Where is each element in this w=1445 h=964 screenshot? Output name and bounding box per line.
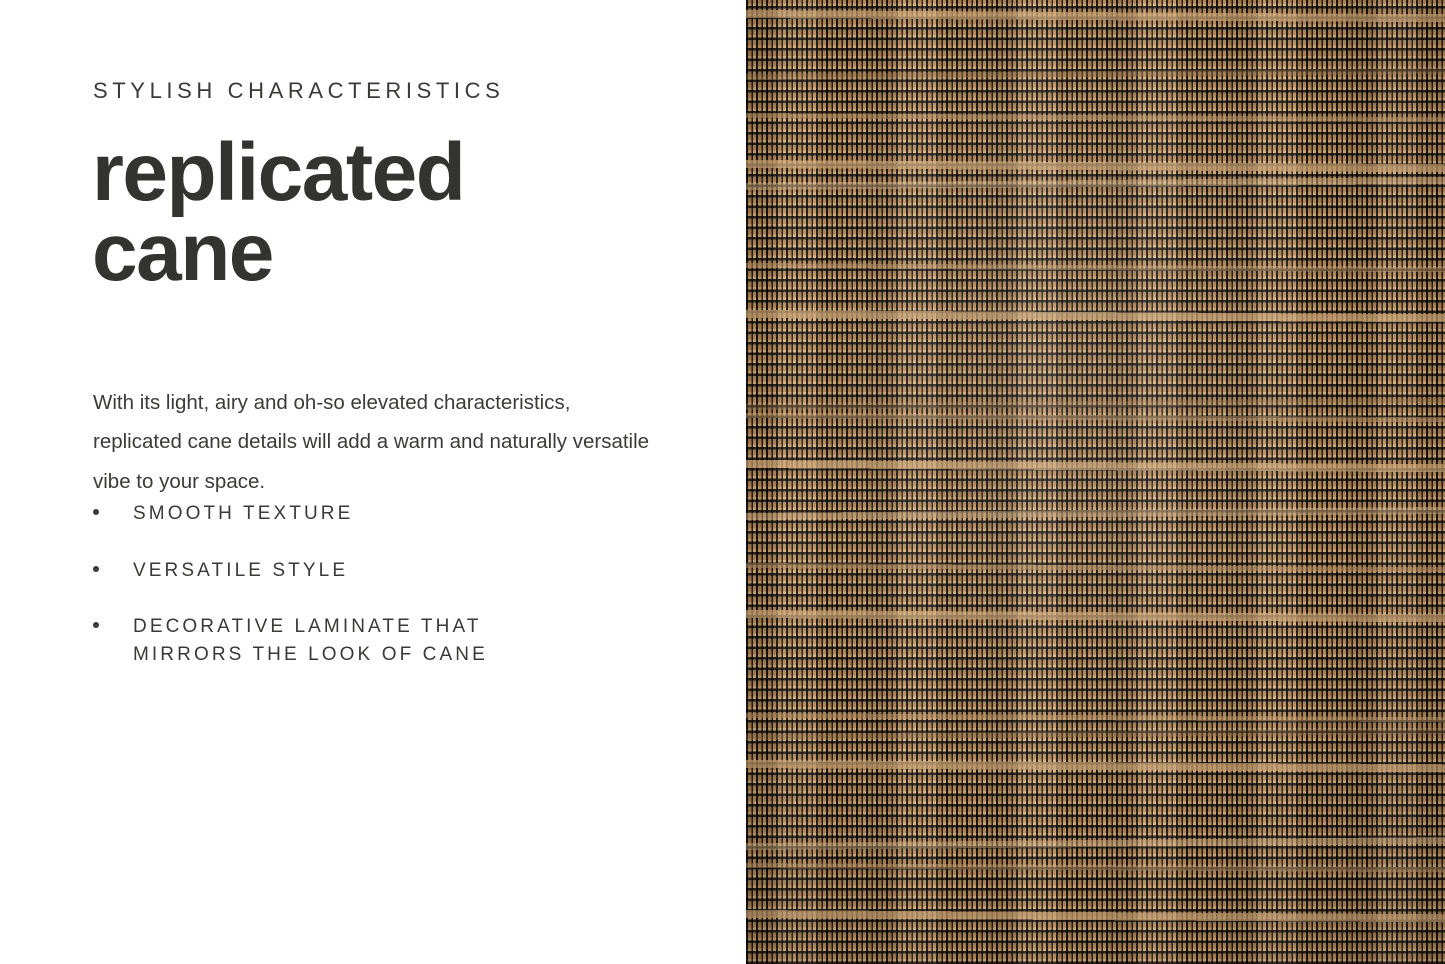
list-item-label: SMOOTH TEXTURE	[133, 503, 354, 524]
weave-texture	[746, 0, 1445, 964]
list-item-label: VERSATILE STYLE	[133, 559, 349, 581]
list-item-label-line-2: MIRRORS THE LOOK OF CANE	[133, 643, 488, 665]
bullet-dot-icon	[93, 566, 99, 572]
body-paragraph: With its light, airy and oh-so elevated characteristics, replicated cane details will add a warm and naturally versatile vibe to your space.	[93, 390, 650, 494]
bullet-dot-icon	[93, 622, 99, 628]
bullet-dot-icon	[93, 509, 99, 515]
headline-line-1: replicated	[92, 127, 465, 218]
list-item	[93, 557, 693, 585]
headline-line-2: cane	[92, 207, 273, 299]
vignette-overlay	[746, 0, 1445, 964]
eyebrow-label: STYLISH CHARACTERISTICS	[93, 78, 505, 103]
list-item	[93, 613, 693, 668]
feature-list	[93, 500, 693, 668]
list-item	[93, 500, 693, 528]
cane-texture-image	[746, 0, 1445, 964]
list-item-label: DECORATIVE LAMINATE THAT	[133, 616, 482, 638]
page-title	[92, 127, 652, 299]
